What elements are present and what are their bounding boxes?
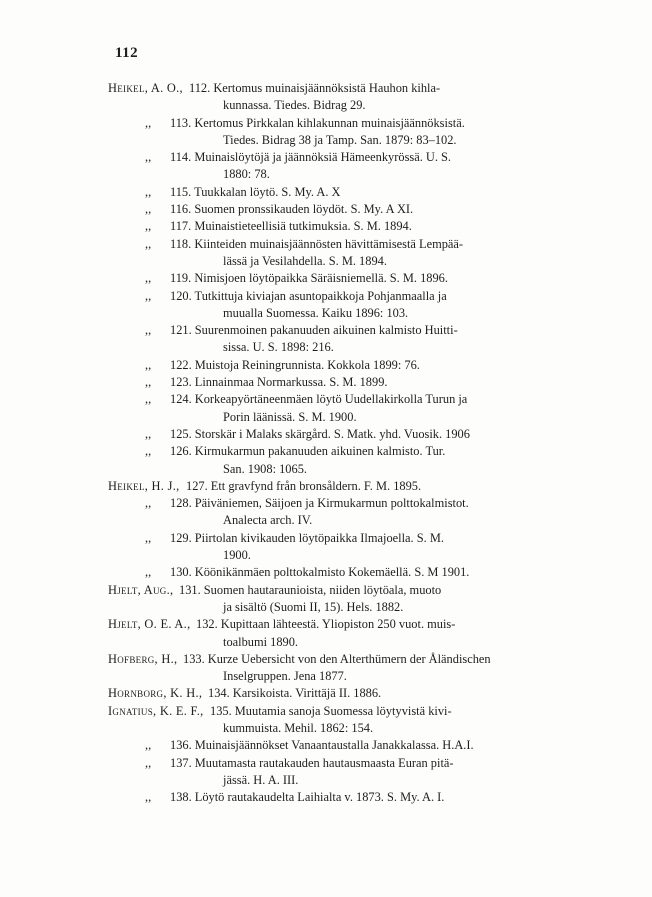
entry-line <box>0 512 652 529</box>
entry-line <box>0 737 652 754</box>
entry-line <box>0 582 652 599</box>
entry-text: 122. Muistoja Reiningrunnista. Kokkola 1899: 76. <box>170 357 420 372</box>
entry-line <box>0 132 652 149</box>
ditto-mark: ,, <box>145 426 152 441</box>
entry-text: 123. Linnainmaa Normarkussa. S. M. 1899. <box>170 375 388 390</box>
bibliography-entry <box>0 789 652 806</box>
entry-line <box>0 339 652 356</box>
entry-continuation: 1900. <box>223 548 251 563</box>
bibliography-entry <box>0 703 652 738</box>
ditto-mark: ,, <box>145 202 152 217</box>
entry-line <box>0 495 652 512</box>
entry-line <box>0 409 652 426</box>
bibliography-entry <box>0 357 652 374</box>
ditto-mark: ,, <box>145 236 152 251</box>
bibliography-entry <box>0 685 652 702</box>
entry-line <box>0 530 652 547</box>
bibliography-entry <box>0 322 652 357</box>
entry-text: 120. Tutkittuja kiviajan asuntopaikkoja Pohjanmaalla ja <box>170 288 447 303</box>
bibliography-list <box>0 80 652 806</box>
entry-text: 128. Päiväniemen, Säijoen ja Kirmukarmun polttokalmistot. <box>170 496 469 511</box>
entry-text: 125. Storskär i Malaks skärgård. S. Matk. yhd. Vuosik. 1906 <box>170 426 470 441</box>
ditto-mark: ,, <box>145 184 152 199</box>
bibliography-entry <box>0 391 652 426</box>
entry-text: 118. Kiinteiden muinaisjäännösten hävittämisestä Lempää- <box>170 236 464 251</box>
entry-line <box>0 236 652 253</box>
bibliography-entry <box>0 737 652 754</box>
ditto-mark: ,, <box>145 357 152 372</box>
entry-line <box>0 478 652 495</box>
author-name: Hofberg, H., <box>108 651 178 666</box>
bibliography-entry <box>0 80 652 115</box>
entry-line <box>0 564 652 581</box>
entry-line <box>0 270 652 287</box>
ditto-mark: ,, <box>145 444 152 459</box>
entry-continuation: San. 1908: 1065. <box>223 461 307 476</box>
ditto-mark: ,, <box>145 790 152 805</box>
entry-line <box>0 357 652 374</box>
page-number: 112 <box>115 45 139 61</box>
bibliography-entry <box>0 115 652 150</box>
entry-line <box>0 599 652 616</box>
entry-line <box>0 616 652 633</box>
entry-line <box>0 426 652 443</box>
bibliography-entry <box>0 564 652 581</box>
entry-continuation: Inselgruppen. Jena 1877. <box>223 669 347 684</box>
bibliography-entry <box>0 478 652 495</box>
entry-text: 117. Muinaistieteellisiä tutkimuksia. S. M. 1894. <box>170 219 412 234</box>
author-name: Ignatius, K. E. F., <box>108 703 204 718</box>
entry-text: 121. Suurenmoinen pakanuuden aikuinen kalmisto Huitti- <box>170 323 458 338</box>
entry-text: 130. Köönikänmäen polttokalmisto Kokemäellä. S. M 1901. <box>170 565 470 580</box>
entry-text: 116. Suomen pronssikauden löydöt. S. My. A XI. <box>170 202 414 217</box>
entry-text: 138. Löytö rautakaudelta Laihialta v. 1873. S. My. A. I. <box>170 790 445 805</box>
bibliography-entry <box>0 201 652 218</box>
bibliography-entry <box>0 218 652 235</box>
entry-continuation: lässä ja Vesilahdella. S. M. 1894. <box>223 253 387 268</box>
entry-continuation: Analecta arch. IV. <box>223 513 313 528</box>
entry-line <box>0 391 652 408</box>
entry-continuation: ja sisältö (Suomi II, 15). Hels. 1882. <box>223 599 404 614</box>
ditto-mark: ,, <box>145 496 152 511</box>
ditto-mark: ,, <box>145 375 152 390</box>
bibliography-entry <box>0 495 652 530</box>
entry-text: 131. Suomen hautaraunioista, niiden löytöala, muoto <box>179 582 442 597</box>
entry-text: 127. Ett gravfynd från bronsåldern. F. M. 1895. <box>186 478 422 493</box>
entry-text: 132. Kupittaan lähteestä. Yliopiston 250 vuot. muis- <box>196 617 456 632</box>
author-name: Heikel, A. O., <box>108 81 183 95</box>
entry-line <box>0 755 652 772</box>
bibliography-entry <box>0 236 652 271</box>
entry-text: 115. Tuukkalan löytö. S. My. A. X <box>170 184 341 199</box>
ditto-mark: ,, <box>145 219 152 234</box>
bibliography-entry <box>0 426 652 443</box>
entry-text: 119. Nimisjoen löytöpaikka Säräisniemellä. S. M. 1896. <box>170 271 448 286</box>
author-name: Hjelt, O. E. A., <box>108 617 191 632</box>
entry-text: 114. Muinaislöytöjä ja jäännöksiä Hämeenkyrössä. U. S. <box>170 150 452 165</box>
entry-line <box>0 149 652 166</box>
bibliography-entry <box>0 582 652 617</box>
bibliography-entry <box>0 616 652 651</box>
entry-text: 113. Kertomus Pirkkalan kihlakunnan muinaisjäännöksistä. <box>170 115 465 130</box>
entry-line <box>0 115 652 132</box>
entry-line <box>0 547 652 564</box>
bibliography-entry <box>0 443 652 478</box>
ditto-mark: ,, <box>145 530 152 545</box>
entry-line <box>0 720 652 737</box>
entry-line <box>0 685 652 702</box>
bibliography-entry <box>0 651 652 686</box>
entry-line <box>0 288 652 305</box>
ditto-mark: ,, <box>145 115 152 130</box>
entry-line <box>0 634 652 651</box>
entry-line <box>0 80 652 97</box>
entry-line <box>0 374 652 391</box>
ditto-mark: ,, <box>145 323 152 338</box>
entry-line <box>0 703 652 720</box>
entry-line <box>0 166 652 183</box>
ditto-mark: ,, <box>145 150 152 165</box>
entry-continuation: Porin läänissä. S. M. 1900. <box>223 409 357 424</box>
ditto-mark: ,, <box>145 565 152 580</box>
entry-line <box>0 253 652 270</box>
entry-line <box>0 218 652 235</box>
entry-line <box>0 184 652 201</box>
entry-line <box>0 97 652 114</box>
entry-text: 126. Kirmukarmun pakanuuden aikuinen kalmisto. Tur. <box>170 444 446 459</box>
ditto-mark: ,, <box>145 271 152 286</box>
entry-line <box>0 322 652 339</box>
entry-line <box>0 668 652 685</box>
entry-continuation: muualla Suomessa. Kaiku 1896: 103. <box>223 305 409 320</box>
bibliography-entry <box>0 530 652 565</box>
ditto-mark: ,, <box>145 392 152 407</box>
entry-continuation: jässä. H. A. III. <box>223 772 299 787</box>
bibliography-entry <box>0 184 652 201</box>
ditto-mark: ,, <box>145 288 152 303</box>
entry-continuation: toalbumi 1890. <box>223 634 299 649</box>
entry-text: 136. Muinaisjäännökset Vanaantaustalla Janakkalassa. H.A.I. <box>170 738 474 753</box>
entry-text: 124. Korkeapyörtäneenmäen löytö Uudellakirkolla Turun ja <box>170 392 468 407</box>
entry-text: 134. Karsikoista. Virittäjä II. 1886. <box>208 686 382 701</box>
entry-text: 135. Muutamia sanoja Suomessa löytyvistä kivi- <box>210 703 452 718</box>
entry-text: 112. Kertomus muinaisjäännöksistä Hauhon kihla- <box>189 81 441 95</box>
entry-text: 133. Kurze Uebersicht von den Alterthümern der Åländischen <box>183 651 491 666</box>
entry-continuation: kummuista. Mehil. 1862: 154. <box>223 720 374 735</box>
bibliography-entry <box>0 288 652 323</box>
ditto-mark: ,, <box>145 755 152 770</box>
entry-text: 129. Piirtolan kivikauden löytöpaikka Ilmajoella. S. M. <box>170 530 444 545</box>
bibliography-entry <box>0 270 652 287</box>
entry-line <box>0 789 652 806</box>
bibliography-entry <box>0 374 652 391</box>
entry-line <box>0 772 652 789</box>
entry-continuation: sissa. U. S. 1898: 216. <box>223 340 334 355</box>
ditto-mark: ,, <box>145 738 152 753</box>
entry-continuation: kunnassa. Tiedes. Bidrag 29. <box>223 98 366 113</box>
entry-continuation: 1880: 78. <box>223 167 270 182</box>
entry-line <box>0 305 652 322</box>
author-name: Hornborg, K. H., <box>108 686 203 701</box>
entry-text: 137. Muutamasta rautakauden hautausmaasta Euran pitä- <box>170 755 454 770</box>
entry-line <box>0 201 652 218</box>
entry-continuation: Tiedes. Bidrag 38 ja Tamp. San. 1879: 83–102. <box>223 132 457 147</box>
author-name: Heikel, H. J., <box>108 478 180 493</box>
bibliography-entry <box>0 149 652 184</box>
entry-line <box>0 461 652 478</box>
bibliography-entry <box>0 755 652 790</box>
author-name: Hjelt, Aug., <box>108 582 174 597</box>
entry-line <box>0 651 652 668</box>
entry-line <box>0 443 652 460</box>
